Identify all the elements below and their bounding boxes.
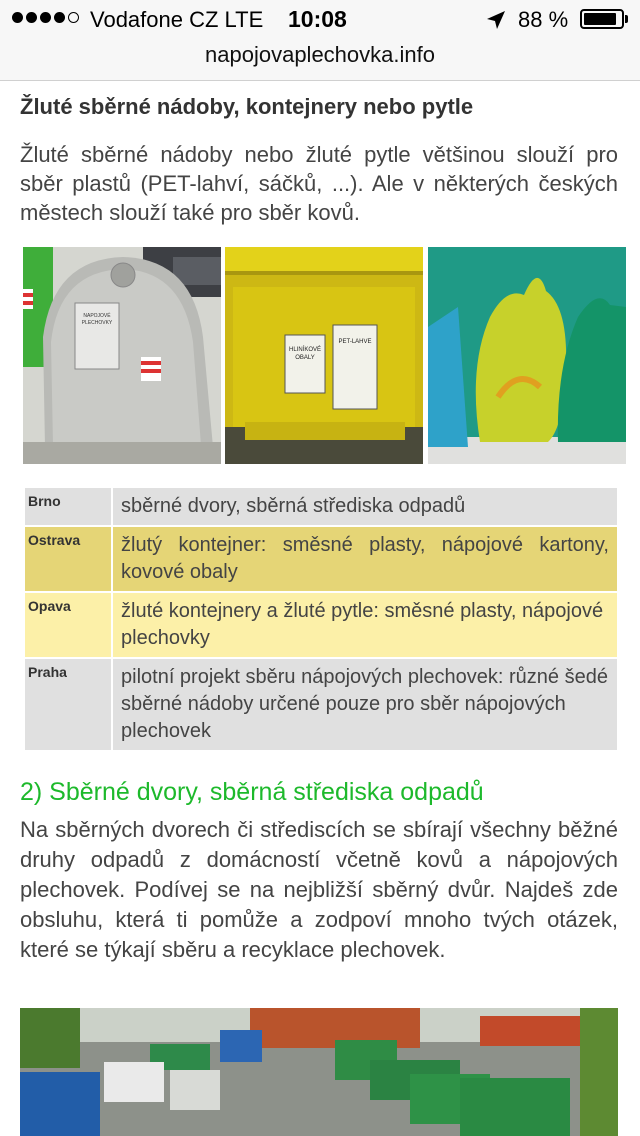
svg-text:OBALY: OBALY [295,355,315,361]
status-bar [0,0,640,40]
signal-strength-icon [12,12,79,23]
clock: 10:08 [288,6,347,32]
svg-text:NAPOJOVÉ: NAPOJOVÉ [83,313,111,319]
table-row [25,659,617,750]
section2-heading: 2) Sběrné dvory, sběrná střediska odpadů [20,778,484,806]
description-cell: pilotní projekt sběru nápojových plechovek: různé šedé sběrné nádoby určené pouze pro sběr nápojových plechovek [113,659,617,750]
carrier-label: Vodafone CZ LTE [90,7,264,32]
city-cell: Ostrava [25,527,111,591]
battery-icon [580,9,624,29]
section-heading: Žluté sběrné nádoby, kontejnery nebo pytle [20,94,474,119]
svg-text:HLINÍKOVÉ: HLINÍKOVÉ [288,347,322,353]
svg-text:PLECHOVKY: PLECHOVKY [81,320,113,326]
intro-paragraph: Žluté sběrné nádoby nebo žluté pytle většinou slouží pro sběr plastů (PET-lahví, sáčků, ...). Ale v některých českých městech slouží také pro sběr kovů. [20,142,618,225]
collection-yard-photo [20,1008,618,1136]
table-row [25,488,617,525]
svg-text:PET-LAHVE: PET-LAHVE [338,339,372,345]
address-bar[interactable] [0,40,640,81]
battery-tip [625,15,628,23]
city-cell: Opava [25,593,111,657]
section2-paragraph: Na sběrných dvorech či střediscích se sbírají všechny běžné druhy odpadů z domácností včetně kovů a nápojových plechovek. Podívej se na nejbližší sběrný dvůr. Najdeš zde obsluhu, která ti pomůže a zodpoví mnoho tvých otázek, které se týkají sběru a recyklace plechovek. [20,817,618,962]
description-cell: sběrné dvory, sběrná střediska odpadů [113,488,617,525]
yellow-container-photo [225,247,423,464]
cities-table [23,486,619,752]
yellow-bag-photo [428,247,626,464]
city-cell: Brno [25,488,111,525]
url-text[interactable]: napojovaplechovka.info [205,42,435,67]
reflector-stripe-left [23,289,33,309]
description-cell: žlutý kontejner: směsné plasty, nápojové kartony, kovové obaly [113,527,617,591]
city-cell: Praha [25,659,111,750]
location-arrow-icon [486,10,506,30]
table-row [25,593,617,657]
gray-igloo-bin-photo [23,247,221,464]
battery-percent: 88 % [518,7,569,32]
table-row [25,527,617,591]
description-cell: žluté kontejnery a žluté pytle: směsné plasty, nápojové plechovky [113,593,617,657]
reflector-stripe-right [141,357,161,381]
